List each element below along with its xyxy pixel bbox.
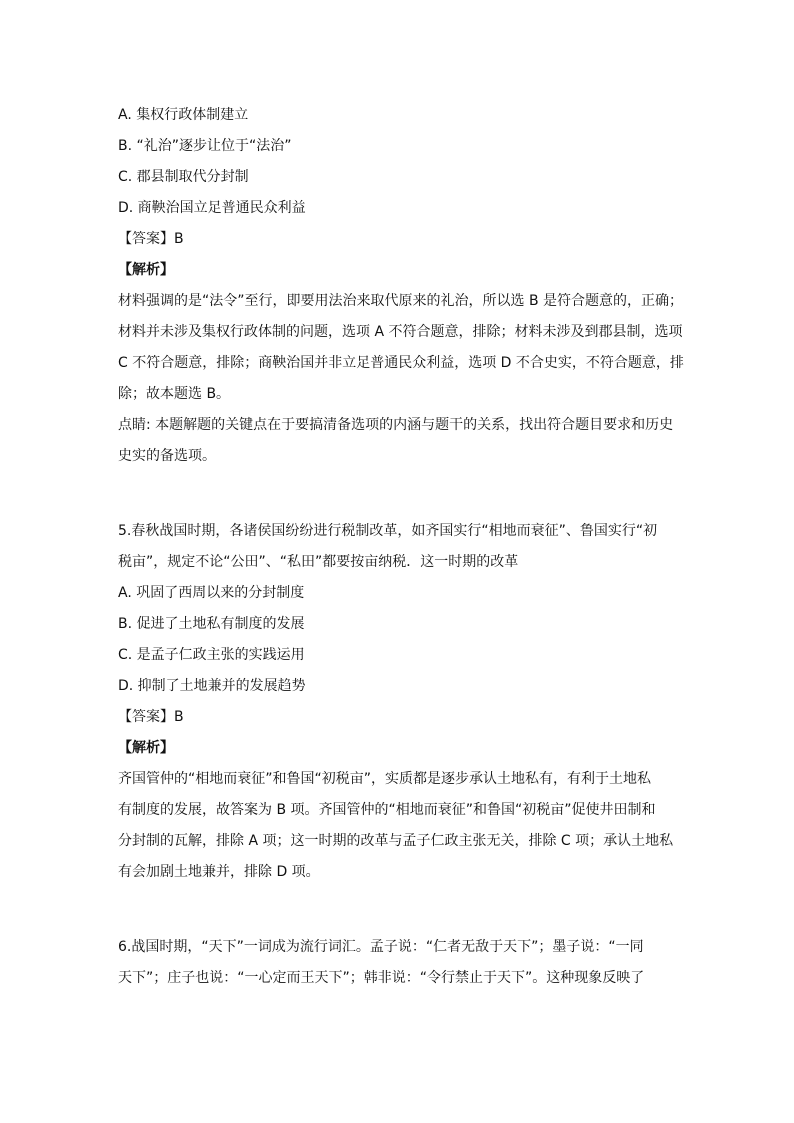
q5-analysis-line: 齐国管仲的“相地而衰征”和鲁国“初税亩”，实质都是逐步承认土地私有，有利于土地私: [118, 771, 652, 787]
q4-option-d: D. 商鞅治国立足普通民众利益: [118, 200, 306, 216]
q4-analysis-line: 材料并未涉及集权行政体制的问题，选项 A 不符合题意，排除；材料未涉及到郡县制，选项: [118, 324, 683, 340]
q4-tip-line: 点睛: 本题解题的关键点在于要搞清备选项的内涵与题干的关系，找出符合题目要求和历史: [118, 417, 674, 433]
q5-stem: [118, 516, 678, 578]
q5-answer: 【答案】B: [118, 709, 184, 725]
document-page: [118, 100, 684, 994]
q5-option-c: C. 是孟子仁政主张的实践运用: [118, 647, 305, 663]
q5-stem-line: 税亩”，规定不论“公田”、“私田”都要按亩纳税．这一时期的改革: [118, 554, 519, 570]
q5-analysis-line: 分封制的瓦解，排除 A 项；这一时期的改革与孟子仁政主张无关，排除 C 项；承认土地私: [118, 833, 674, 849]
q5-analysis-line: 有会加剧土地兼并，排除 D 项。: [118, 864, 320, 880]
q4-analysis-line: 除；故本题选 B。: [118, 386, 231, 402]
q4-analysis-label: 【解析】: [118, 262, 174, 278]
q5-options: [118, 578, 678, 702]
q5-option-a: A. 巩固了西周以来的分封制度: [118, 585, 305, 601]
q4-analysis: [118, 286, 684, 472]
q5-option-b: B. 促进了土地私有制度的发展: [118, 616, 305, 632]
q5-analysis-label: 【解析】: [118, 740, 174, 756]
q4-tip-line: 史实的备选项。: [118, 448, 216, 464]
q6-stem-line: 6.战国时期，“天下”一词成为流行词汇。孟子说：“仁者无敌于天下”；墨子说：“一同: [118, 939, 644, 955]
q5-analysis-line: 有制度的发展，故答案为 B 项。齐国管仲的“相地而衰征”和鲁国“初税亩”促使井田制和: [118, 802, 656, 818]
q5-option-d: D. 抑制了土地兼并的发展趋势: [118, 678, 306, 694]
q5-analysis: [118, 764, 678, 888]
q5-stem-line: 5.春秋战国时期，各诸侯国纷纷进行税制改革，如齐国实行“相地而衰征”、鲁国实行“初: [118, 523, 658, 539]
q4-option-c: C. 郡县制取代分封制: [118, 169, 249, 185]
q4-analysis-line: 材料强调的是“法令”至行，即要用法治来取代原来的礼治，所以选 B 是符合题意的，正确；: [118, 293, 684, 309]
q6-stem-line: 天下”；庄子也说：“一心定而王天下”；韩非说：“令行禁止于天下”。这种现象反映了: [118, 970, 645, 986]
q4-answer: 【答案】B: [118, 231, 184, 247]
q4-analysis-line: C 不符合题意，排除；商鞅治国并非立足普通民众利益，选项 D 不合史实，不符合题意，排: [118, 355, 684, 371]
q4-options: [118, 100, 678, 224]
q4-option-a: A. 集权行政体制建立: [118, 107, 249, 123]
q4-option-b: B. “礼治”逐步让位于“法治”: [118, 138, 292, 154]
q6-stem: [118, 932, 678, 994]
